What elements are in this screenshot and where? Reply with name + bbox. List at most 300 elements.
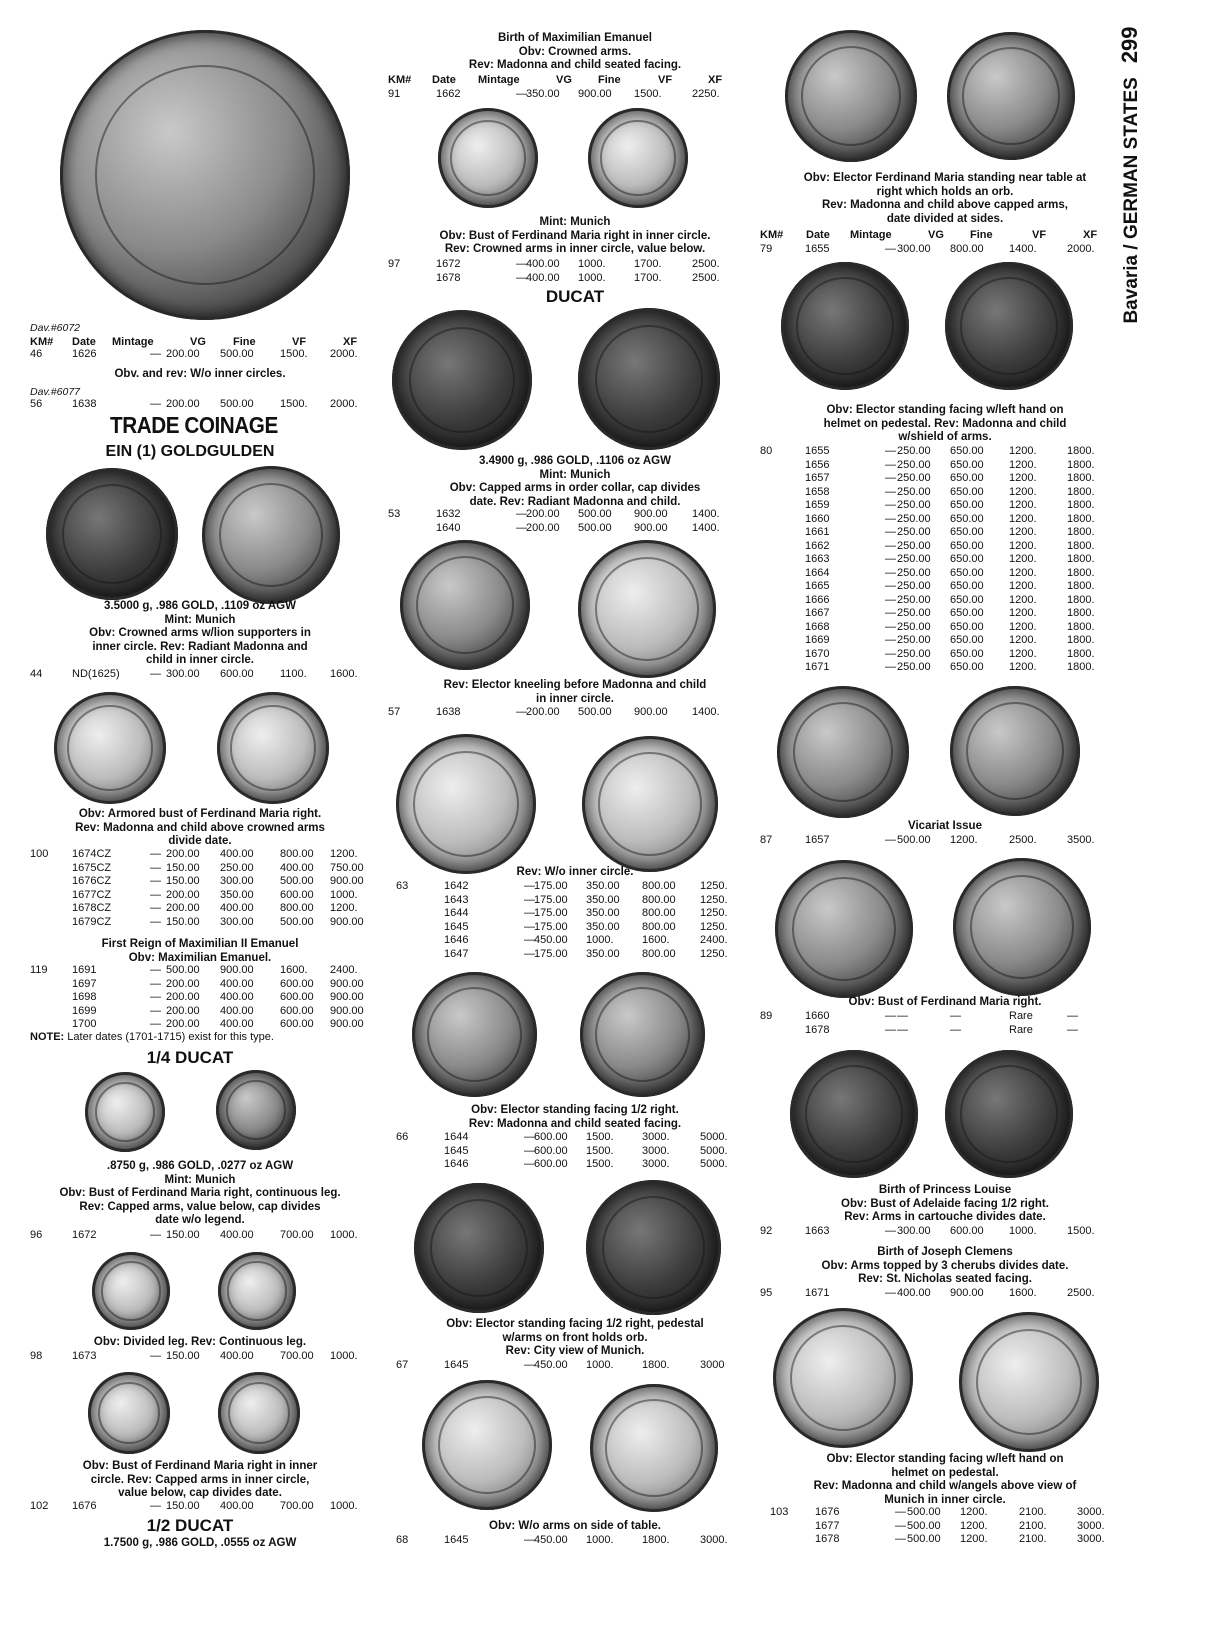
cell-vg: 250.00 (897, 553, 931, 565)
cell-vg: 450.00 (534, 1534, 568, 1546)
cell-fine: 650.00 (950, 593, 984, 606)
cell-vf: 800.00 (642, 920, 676, 933)
cell-mintage: — (524, 934, 535, 946)
cell-mintage: — (150, 1350, 161, 1362)
cell-vf: 1700. (634, 271, 662, 284)
header-vf: VF (658, 74, 673, 86)
cell-km: 80 (760, 445, 773, 457)
cell-vf: 1200. (1009, 445, 1037, 457)
cell-vg: 600.00 (534, 1131, 568, 1143)
cell-mintage: — (524, 920, 535, 933)
cell-date: 1644 (444, 1131, 469, 1143)
cell-vf: 1600. (1009, 1287, 1037, 1299)
cell-fine: 400.00 (220, 977, 254, 990)
coin-image-km79-reverse (947, 32, 1075, 160)
cell-date: 1663 (805, 1225, 830, 1237)
dav-reference: Dav.#6077 (30, 386, 81, 398)
coin-image-km68-reverse (590, 1384, 718, 1512)
cell-mintage: — (895, 1533, 906, 1545)
cell-mintage: — (885, 553, 896, 565)
header-date: Date (432, 74, 456, 86)
header-km: KM# (30, 336, 54, 348)
cell-date: 1676CZ (72, 875, 112, 887)
cell-vg: 150.00 (166, 1229, 200, 1241)
cell-vf: 1200. (1009, 607, 1037, 619)
cell-fine: 650.00 (950, 580, 984, 592)
cell-km: 46 (30, 348, 43, 360)
cell-fine: 1000. (578, 258, 606, 270)
header-vf: VF (1032, 229, 1047, 241)
cell-mintage: — (895, 1519, 906, 1532)
coin-image-km98-obverse (92, 1252, 170, 1330)
cell-vf: 600.00 (280, 991, 314, 1003)
cell-mintage: — (524, 1158, 535, 1170)
cell-date: 1661 (805, 526, 830, 538)
cell-vf: 400.00 (280, 861, 314, 874)
cell-fine: 1000. (586, 1359, 614, 1371)
cell-xf: — (1067, 1010, 1078, 1022)
cell-mintage: — (524, 907, 535, 919)
cell-mintage: — (516, 521, 527, 534)
cell-xf: 1400. (692, 521, 720, 534)
coin-image-km80-obverse (781, 262, 909, 390)
coin-image-km63-obverse (396, 734, 536, 874)
cell-fine: 350.00 (586, 947, 620, 960)
cell-xf: 1800. (1067, 593, 1095, 606)
coin-image-km66-reverse (580, 972, 705, 1097)
coin-image-km92-obverse (790, 1050, 918, 1178)
cell-xf: 3500. (1067, 834, 1095, 846)
cell-date: 1632 (436, 508, 461, 520)
header-vg: VG (190, 336, 206, 348)
cell-date: 1638 (436, 706, 461, 718)
cell-km: 68 (396, 1534, 409, 1546)
cell-vg: 200.00 (526, 521, 560, 534)
cell-fine: 650.00 (950, 566, 984, 579)
cell-vg: 200.00 (166, 977, 200, 990)
cell-date: 1645 (444, 1144, 469, 1157)
cell-date: 1657 (805, 472, 830, 484)
coin-image-km103-obverse (773, 1308, 913, 1448)
cell-xf: 2400. (700, 934, 728, 946)
cell-mintage: — (150, 964, 161, 976)
cell-mintage: — (885, 661, 896, 673)
cell-xf: 5000. (700, 1131, 728, 1143)
cell-mintage: — (885, 580, 896, 592)
coin-image-km66-obverse (412, 972, 537, 1097)
cell-date: 1676 (815, 1506, 840, 1518)
cell-date: 1646 (444, 934, 469, 946)
cell-fine: 650.00 (950, 539, 984, 552)
cell-vf: 1200. (1009, 620, 1037, 633)
cell-vf: 1200. (1009, 526, 1037, 538)
cell-km: 57 (388, 706, 401, 718)
cell-xf: 3000. (1077, 1506, 1105, 1518)
cell-fine: 1000. (578, 271, 606, 284)
cell-mintage: — (885, 620, 896, 633)
cell-vg: 175.00 (534, 920, 568, 933)
cell-fine: 350.00 (586, 907, 620, 919)
cell-vg: 175.00 (534, 907, 568, 919)
cell-date: 1663 (805, 553, 830, 565)
coin-image-km80-reverse (945, 262, 1073, 390)
cell-mintage: — (885, 445, 896, 457)
cell-xf: 1500. (1067, 1225, 1095, 1237)
cell-vf: 1200. (1009, 593, 1037, 606)
cell-fine: 400.00 (220, 1018, 254, 1030)
page-number: 299 (1116, 26, 1142, 64)
coin-image-km103-reverse (959, 1312, 1099, 1452)
cell-vf: 500.00 (280, 875, 314, 887)
cell-vf: 3000. (642, 1131, 670, 1143)
coin-image-km53-obverse (392, 310, 532, 450)
cell-fine: 650.00 (950, 485, 984, 498)
coin-image-km44-obverse (46, 468, 178, 600)
cell-fine: 400.00 (220, 1004, 254, 1017)
cell-vg: 250.00 (897, 566, 931, 579)
cell-xf: 1600. (330, 668, 358, 680)
cell-vf: 1200. (1009, 472, 1037, 484)
cell-fine: 1200. (950, 834, 978, 846)
cell-fine: 650.00 (950, 620, 984, 633)
cell-fine: 900.00 (578, 88, 612, 100)
cell-xf: 1000. (330, 888, 358, 901)
cell-vf: 600.00 (280, 1004, 314, 1017)
cell-vf: 1100. (280, 668, 307, 680)
cell-date: 1662 (436, 88, 461, 100)
coin-image-km87-reverse (950, 686, 1080, 816)
cell-mintage: — (885, 1225, 896, 1237)
cell-vf: 3000. (642, 1158, 670, 1170)
cell-mintage: — (885, 512, 896, 525)
cell-fine: — (950, 1023, 961, 1036)
coin-image-km100-obverse (54, 692, 166, 804)
cell-xf: 1250. (700, 947, 728, 960)
note-text: Later dates (1701-1715) exist for this type. (67, 1031, 274, 1043)
cell-fine: 500.00 (578, 508, 612, 520)
cell-vf: 1600. (642, 934, 670, 946)
coin-image-km89-reverse (953, 858, 1091, 996)
coin-image-km96-reverse (216, 1070, 296, 1150)
cell-vf: 1200. (1009, 539, 1037, 552)
coin-image-km102-reverse (218, 1372, 300, 1454)
cell-fine: 400.00 (220, 1350, 254, 1362)
cell-vf: 1800. (642, 1534, 670, 1546)
cell-xf: 1800. (1067, 634, 1095, 646)
cell-mintage: — (150, 861, 161, 874)
coin-description: Birth of Joseph Clemens Obv: Arms topped by 3 cherubs divides date. Rev: St. Nicholas seated facing. (821, 1246, 1069, 1285)
header-mintage: Mintage (478, 74, 520, 86)
header-mintage: Mintage (850, 229, 892, 241)
cell-vf: 2100. (1019, 1519, 1047, 1532)
cell-fine: 500.00 (578, 706, 612, 718)
cell-date: 1677CZ (72, 888, 112, 901)
cell-xf: 2000. (330, 348, 358, 360)
cell-km: 91 (388, 88, 401, 100)
cell-xf: 900.00 (330, 977, 364, 990)
cell-date: 1656 (805, 458, 830, 471)
coin-description: Rev: W/o inner circle. (516, 866, 634, 878)
cell-xf: 1000. (330, 1350, 358, 1362)
cell-xf: 1800. (1067, 647, 1095, 660)
cell-fine: 400.00 (220, 1500, 254, 1512)
cell-vg: 300.00 (897, 243, 931, 255)
cell-vg: 450.00 (534, 934, 568, 946)
cell-vg: 250.00 (897, 512, 931, 525)
coin-description: Obv: Elector standing facing w/left hand on helmet on pedestal. Rev: Madonna and child w/shield of arms. (823, 404, 1067, 443)
cell-date: 1672 (436, 258, 461, 270)
cell-xf: 1800. (1067, 499, 1095, 511)
cell-date: 1658 (805, 485, 830, 498)
cell-km: 56 (30, 398, 43, 410)
coin-image-km87-obverse (777, 686, 909, 818)
cell-fine: 300.00 (220, 875, 254, 887)
cell-km: 66 (396, 1131, 409, 1143)
section-heading-quarter-ducat: 1/4 DUCAT (146, 1048, 234, 1067)
cell-km: 98 (30, 1350, 43, 1362)
cell-xf: 2000. (1067, 243, 1095, 255)
cell-vg: 200.00 (166, 888, 200, 901)
cell-xf: 3000 (700, 1359, 725, 1371)
cell-xf: — (1067, 1023, 1078, 1036)
cell-mintage: — (885, 1287, 896, 1299)
header-vg: VG (928, 229, 944, 241)
cell-mintage: — (885, 593, 896, 606)
cell-xf: 1800. (1067, 566, 1095, 579)
cell-vg: 400.00 (526, 258, 560, 270)
cell-vf: Rare (1009, 1023, 1033, 1036)
cell-xf: 3000. (1077, 1519, 1105, 1532)
cell-date: 1700 (72, 1018, 97, 1030)
cell-xf: 900.00 (330, 915, 364, 928)
cell-vf: 600.00 (280, 888, 314, 901)
cell-vg: — (897, 1010, 908, 1022)
cell-mintage: — (524, 947, 535, 960)
cell-vg: 250.00 (897, 526, 931, 538)
cell-fine: 300.00 (220, 915, 254, 928)
coin-description: Obv: W/o arms on side of table. (489, 1520, 661, 1532)
cell-mintage: — (524, 1144, 535, 1157)
coin-image-km63-reverse (582, 736, 718, 872)
cell-date: 1646 (444, 1158, 469, 1170)
cell-km: 95 (760, 1287, 773, 1299)
cell-fine: 650.00 (950, 499, 984, 511)
coin-description: Obv: Armored bust of Ferdinand Maria right. Rev: Madonna and child above crowned arms divide date. (75, 808, 325, 847)
cell-mintage: — (150, 1004, 161, 1017)
cell-vf: 800.00 (642, 880, 676, 892)
header-xf: XF (343, 336, 358, 348)
cell-fine: 1000. (586, 1534, 614, 1546)
cell-km: 53 (388, 508, 401, 520)
cell-fine: — (950, 1010, 961, 1022)
cell-mintage: — (885, 485, 896, 498)
cell-fine: 350.00 (220, 888, 254, 901)
dav-reference: Dav.#6072 (30, 322, 81, 334)
cell-mintage: — (516, 258, 527, 270)
cell-fine: 650.00 (950, 512, 984, 525)
cell-date: 1675CZ (72, 861, 112, 874)
cell-fine: 350.00 (586, 880, 620, 892)
cell-xf: 5000. (700, 1158, 728, 1170)
cell-km: 102 (30, 1500, 49, 1512)
cell-date: 1660 (805, 1010, 830, 1022)
cell-date: 1676 (72, 1500, 97, 1512)
cell-vg: 450.00 (534, 1359, 568, 1371)
cell-mintage: — (150, 991, 161, 1003)
header-date: Date (72, 336, 96, 348)
cell-vg: 250.00 (897, 485, 931, 498)
cell-vf: 1000. (1009, 1225, 1037, 1237)
cell-vf: 1200. (1009, 566, 1037, 579)
cell-xf: 2500. (692, 271, 720, 284)
cell-vg: 250.00 (897, 634, 931, 646)
cell-xf: 1800. (1067, 620, 1095, 633)
cell-vg: 400.00 (897, 1287, 931, 1299)
cell-fine: 1000. (586, 934, 614, 946)
cell-xf: 2000. (330, 398, 358, 410)
cell-vg: 250.00 (897, 445, 931, 457)
cell-date: 1691 (72, 964, 97, 976)
cell-fine: 400.00 (220, 848, 254, 860)
cell-date: 1645 (444, 1359, 469, 1371)
section-heading-trade-coinage: TRADE COINAGE (110, 412, 278, 438)
header-xf: XF (708, 74, 723, 86)
cell-vg: 250.00 (897, 472, 931, 484)
cell-vg: 200.00 (166, 991, 200, 1003)
cell-fine: 600.00 (950, 1225, 984, 1237)
cell-xf: 1800. (1067, 580, 1095, 592)
cell-xf: 2250. (692, 88, 720, 100)
cell-vg: 300.00 (166, 668, 200, 680)
coin-image-km97-reverse (588, 108, 688, 208)
cell-date: 1671 (805, 1287, 830, 1299)
cell-vg: 200.00 (526, 508, 560, 520)
cell-vg: 200.00 (166, 1018, 200, 1030)
cell-date: 1655 (805, 243, 830, 255)
cell-vg: 500.00 (166, 964, 200, 976)
cell-mintage: — (885, 1010, 896, 1022)
coin-description: Birth of Maximilian Emanuel Obv: Crowned arms. Rev: Madonna and child seated facing. (468, 32, 682, 71)
cell-fine: 650.00 (950, 445, 984, 457)
cell-km: 97 (388, 258, 401, 270)
cell-xf: 1000. (330, 1229, 358, 1241)
cell-xf: 1200. (330, 848, 358, 860)
cell-mintage: — (885, 566, 896, 579)
cell-vf: 3000. (642, 1144, 670, 1157)
coin-image-km44-reverse (202, 466, 340, 604)
cell-xf: 2400. (330, 964, 358, 976)
cell-vf: 800.00 (280, 902, 314, 914)
cell-fine: 650.00 (950, 526, 984, 538)
cell-vf: 800.00 (280, 848, 314, 860)
cell-vg: 150.00 (166, 1350, 200, 1362)
cell-vg: — (897, 1023, 908, 1036)
cell-mintage: — (150, 398, 161, 410)
cell-vf: 1200. (1009, 512, 1037, 525)
cell-mintage: — (150, 668, 161, 680)
coin-description: Vicariat Issue (908, 820, 982, 832)
cell-mintage: — (150, 915, 161, 928)
cell-vg: 175.00 (534, 893, 568, 906)
coin-image-km57-obverse (400, 540, 530, 670)
cell-xf: 1800. (1067, 472, 1095, 484)
coin-image-km46 (60, 30, 350, 320)
cell-xf: 1800. (1067, 526, 1095, 538)
cell-vf: 1200. (1009, 485, 1037, 498)
cell-date: 1672 (72, 1229, 97, 1241)
cell-date: 1643 (444, 893, 469, 906)
cell-km: 87 (760, 834, 773, 846)
cell-mintage: — (516, 508, 527, 520)
cell-xf: 1800. (1067, 539, 1095, 552)
cell-date: 1677 (815, 1519, 840, 1532)
section-title: Bavaria / GERMAN STATES (1120, 77, 1142, 324)
cell-date: 1645 (444, 1534, 469, 1546)
cell-fine: 900.00 (950, 1287, 984, 1299)
cell-mintage: — (150, 902, 161, 914)
subsection-heading-goldgulden: EIN (1) GOLDGULDEN (105, 443, 275, 460)
cell-mintage: — (885, 243, 896, 255)
cell-vf: 800.00 (642, 907, 676, 919)
cell-xf: 1250. (700, 907, 728, 919)
header-date: Date (806, 229, 830, 241)
cell-km: 119 (30, 964, 48, 976)
cell-vg: 500.00 (907, 1533, 941, 1545)
cell-vg: 150.00 (166, 915, 200, 928)
coin-image-km89-obverse (775, 860, 913, 998)
cell-vf: 1200. (1009, 647, 1037, 660)
cell-fine: 1200. (960, 1506, 988, 1518)
cell-fine: 650.00 (950, 647, 984, 660)
cell-mintage: — (150, 348, 161, 360)
cell-fine: 650.00 (950, 661, 984, 673)
cell-date: 1645 (444, 920, 469, 933)
cell-vf: 900.00 (634, 706, 668, 718)
cell-date: 1638 (72, 398, 97, 410)
cell-xf: 3000. (700, 1534, 728, 1546)
cell-mintage: — (516, 271, 527, 284)
cell-date: 1671 (805, 661, 830, 673)
cell-vf: 1600. (280, 964, 308, 976)
cell-date: 1665 (805, 580, 830, 592)
cell-xf: 900.00 (330, 1018, 364, 1030)
cell-fine: 600.00 (220, 668, 254, 680)
cell-date: 1626 (72, 348, 97, 360)
cell-fine: 650.00 (950, 634, 984, 646)
cell-vg: 250.00 (897, 661, 931, 673)
cell-xf: 1800. (1067, 661, 1095, 673)
cell-date: 1660 (805, 512, 830, 525)
cell-xf: 1400. (692, 508, 720, 520)
cell-fine: 650.00 (950, 458, 984, 471)
cell-fine: 500.00 (220, 398, 254, 410)
cell-vf: 700.00 (280, 1500, 314, 1512)
cell-fine: 1500. (586, 1144, 614, 1157)
cell-vf: 1700. (634, 258, 662, 270)
cell-mintage: — (150, 848, 161, 860)
cell-xf: 5000. (700, 1144, 728, 1157)
cell-date: 1647 (444, 947, 469, 960)
cell-fine: 350.00 (586, 920, 620, 933)
cell-vf: 1800. (642, 1359, 670, 1371)
coin-image-km102-obverse (88, 1372, 170, 1454)
cell-fine: 800.00 (950, 243, 984, 255)
cell-mintage: — (150, 1229, 161, 1241)
section-heading-half-ducat: 1/2 DUCAT (146, 1516, 234, 1535)
cell-mintage: — (885, 499, 896, 511)
coin-description: Obv: Elector standing facing 1/2 right, pedestal w/arms on front holds orb. Rev: City view of Munich. (446, 1318, 704, 1357)
cell-vf: 600.00 (280, 977, 314, 990)
